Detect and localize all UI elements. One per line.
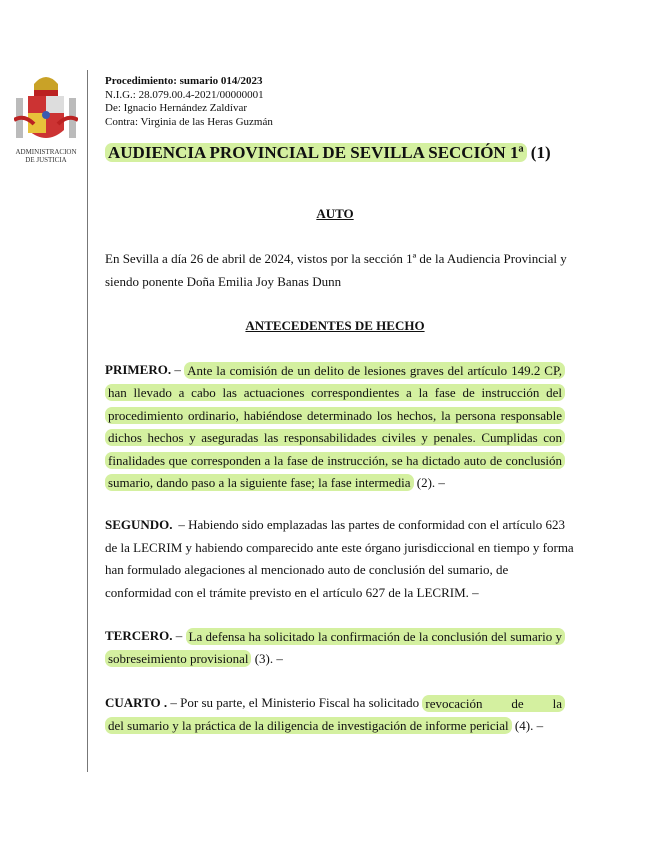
court-title <box>105 143 551 163</box>
text-segment: (3). – <box>251 650 283 666</box>
text-segment: conformidad con el trámite previsto en el artículo 627 de la LECRIM. – <box>105 584 479 600</box>
paragraph-tercero <box>105 625 565 670</box>
text-segment: – Habiendo sido emplazadas las partes de conformidad con el artículo 623 <box>175 517 565 532</box>
paragraph-primero <box>105 359 565 494</box>
auto-title: AUTO <box>316 206 354 221</box>
text-line <box>105 625 565 648</box>
paragraph-cuarto <box>105 692 565 737</box>
intro-paragraph <box>105 248 565 293</box>
text-segment: (4). – <box>511 717 544 733</box>
text-segment: – <box>172 628 186 643</box>
text-line <box>105 359 565 382</box>
paragraph-label: PRIMERO. <box>105 362 172 377</box>
text-line <box>105 449 565 472</box>
text-line <box>105 404 565 427</box>
text-segment: han formulado alegaciones al mencionado auto de conclusión del sumario, de <box>105 562 509 577</box>
case-header <box>105 75 273 129</box>
text-line: En Sevilla a día 26 de abril de 2024, vistos por la sección 1ª de la Audiencia Provincial y <box>105 251 567 266</box>
highlighted-text: procedimiento ordinario, habiéndose determinado los hechos, la persona responsable <box>105 407 565 424</box>
highlighted-text: Ante la comisión de un delito de lesiones graves del artículo 149.2 CP, <box>184 362 565 379</box>
nig: N.I.G.: 28.079.00.4-2021/00000001 <box>105 88 264 101</box>
highlighted-text: han llevado a cabo las actuaciones correspondientes a la fase de instrucción del <box>105 384 565 401</box>
paragraph-segundo <box>105 514 574 604</box>
text-line <box>105 472 565 495</box>
margin-rule <box>87 70 88 772</box>
highlighted-text: La defensa ha solicitado la confirmación de la conclusión del sumario y <box>186 628 565 645</box>
text-line <box>105 427 565 450</box>
text-line <box>105 648 565 671</box>
highlighted-text: sobreseimiento provisional <box>105 650 251 667</box>
text-segment: de la LECRIM y habiendo comparecido ante este órgano jurisdiccional en tiempo y forma <box>105 539 574 555</box>
court-ref: (1) <box>526 143 551 162</box>
highlighted-text: dichos hechos y aseguradas las responsabilidades civiles y penales. Cumplidas con <box>105 429 565 446</box>
highlighted-text: finalidades que corresponden a la fase de instrucción, se ha dictado auto de conclusión <box>105 452 565 469</box>
logo-line: DE JUSTICIA <box>25 156 67 164</box>
paragraph-label: SEGUNDO. <box>105 517 173 532</box>
highlighted-text: revocación de la <box>422 695 565 712</box>
paragraph-label: TERCERO. <box>105 628 173 643</box>
text-line <box>105 582 565 605</box>
court-name: AUDIENCIA PROVINCIAL DE SEVILLA SECCIÓN 1ª <box>105 143 527 162</box>
text-line <box>105 382 565 405</box>
procedure-label: Procedimiento <box>105 75 174 87</box>
text-line <box>105 692 565 715</box>
plaintiff: De: Ignacio Hernández Zaldívar <box>105 102 248 114</box>
defendant: Contra: Virginia de las Heras Guzmán <box>105 115 273 128</box>
text-segment: (2). – <box>413 474 445 490</box>
text-line <box>105 559 565 582</box>
logo-caption <box>8 148 84 164</box>
text-line <box>105 537 574 560</box>
text-segment: – <box>171 362 185 377</box>
text-line <box>105 514 565 537</box>
paragraph-label: CUARTO . <box>105 695 168 710</box>
highlighted-text: del sumario y la práctica de la diligencia de investigación de informe pericial <box>105 717 512 734</box>
text-line <box>105 715 565 738</box>
antecedentes-title: ANTECEDENTES DE HECHO <box>245 318 425 333</box>
highlighted-text: sumario, dando paso a la siguiente fase; la fase intermedia <box>105 474 414 491</box>
procedure-value: : sumario 014/2023 <box>173 75 263 87</box>
logo-line: ADMINISTRACION <box>15 148 77 156</box>
text-segment: – Por su parte, el Ministerio Fiscal ha solicitado <box>167 695 423 710</box>
text-line: siendo ponente Doña Emilia Joy Banas Dunn <box>105 273 342 289</box>
